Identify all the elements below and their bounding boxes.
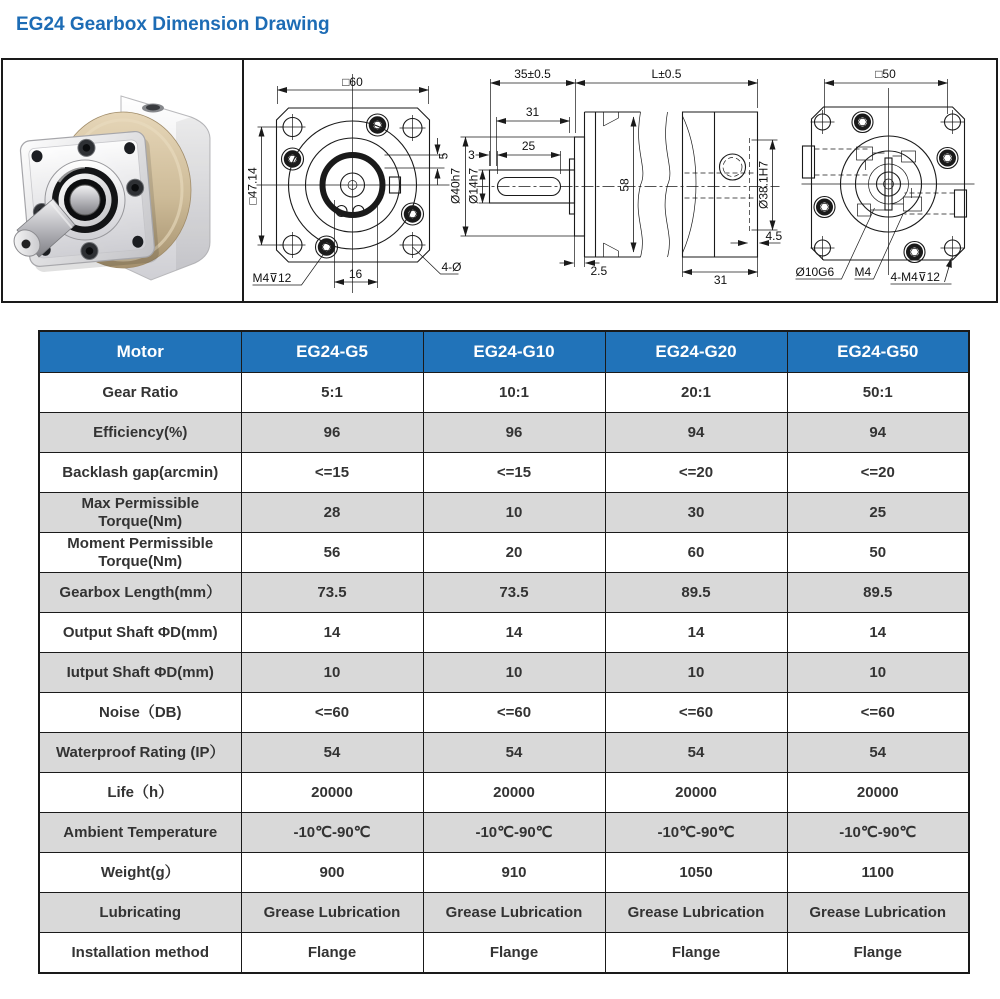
dim-label-back-square: □50 <box>875 67 896 81</box>
row-value: 60 <box>605 533 787 573</box>
row-value: Grease Lubrication <box>241 893 423 933</box>
dim-label-side-25thk: 2.5 <box>590 264 608 278</box>
table-row <box>39 933 969 974</box>
row-value: 20000 <box>423 773 605 813</box>
dim-label-front-bolt-spacing: □47.14 <box>245 167 260 205</box>
row-value: 54 <box>423 733 605 773</box>
dim-label-side-L: L±0.5 <box>651 67 682 81</box>
gearbox-photo <box>3 60 244 301</box>
row-value: 94 <box>787 413 969 453</box>
dim-label-side-d14: Ø14h7 <box>466 167 481 205</box>
table-row <box>39 693 969 733</box>
row-value: 50 <box>787 533 969 573</box>
table-row <box>39 733 969 773</box>
row-label: Output Shaft ΦD(mm) <box>39 613 241 653</box>
row-label: Gear Ratio <box>39 373 241 413</box>
row-value: Grease Lubrication <box>605 893 787 933</box>
row-value: 14 <box>787 613 969 653</box>
dim-label-front-key-offset: 5 <box>436 152 451 160</box>
row-value: 10:1 <box>423 373 605 413</box>
row-value: 89.5 <box>605 573 787 613</box>
row-label: Noise（DB) <box>39 693 241 733</box>
technical-views <box>244 60 996 301</box>
dim-label-side-3: 3 <box>468 148 475 162</box>
row-value: 96 <box>423 413 605 453</box>
row-value: 10 <box>605 653 787 693</box>
dim-label-front-square: □60 <box>342 75 363 89</box>
dim-label-side-d381: Ø38.1H7 <box>756 160 771 210</box>
back-view-drawing <box>796 67 975 284</box>
row-value: <=60 <box>423 693 605 733</box>
row-value: 56 <box>241 533 423 573</box>
row-value: 54 <box>241 733 423 773</box>
row-label: Iutput Shaft ΦD(mm) <box>39 653 241 693</box>
dim-label-side-31-rear: 31 <box>713 273 728 287</box>
row-value: 89.5 <box>787 573 969 613</box>
row-label: Weight(g） <box>39 853 241 893</box>
dimension-drawing-panel <box>1 58 998 303</box>
row-value: 73.5 <box>423 573 605 613</box>
row-value: <=60 <box>787 693 969 733</box>
row-value: 25 <box>787 493 969 533</box>
table-row <box>39 653 969 693</box>
row-value: 14 <box>605 613 787 653</box>
dim-label-side-25: 25 <box>521 139 536 153</box>
header-eg24-g50: EG24-G50 <box>787 331 969 373</box>
dim-label-side-45: 4.5 <box>765 229 783 243</box>
row-value: 30 <box>605 493 787 533</box>
row-label: Gearbox Length(mm） <box>39 573 241 613</box>
row-label: Installation method <box>39 933 241 974</box>
table-row <box>39 893 969 933</box>
dim-label-back-m4: M4 <box>854 265 872 279</box>
table-row <box>39 813 969 853</box>
row-value: 1050 <box>605 853 787 893</box>
row-label: Ambient Temperature <box>39 813 241 853</box>
dim-label-back-mount-taps: 4-M4⊽12 <box>890 270 940 284</box>
row-value: <=20 <box>605 453 787 493</box>
row-value: 73.5 <box>241 573 423 613</box>
row-value: 28 <box>241 493 423 533</box>
spec-table-header-row <box>39 331 969 373</box>
table-row <box>39 493 969 533</box>
row-value: 10 <box>423 493 605 533</box>
row-value: 20:1 <box>605 373 787 413</box>
row-value: Grease Lubrication <box>787 893 969 933</box>
row-value: 14 <box>241 613 423 653</box>
row-value: 20000 <box>241 773 423 813</box>
header-eg24-g20: EG24-G20 <box>605 331 787 373</box>
table-row <box>39 853 969 893</box>
front-view-drawing <box>246 74 462 293</box>
row-value: 50:1 <box>787 373 969 413</box>
row-value: 5:1 <box>241 373 423 413</box>
dim-label-side-d40: Ø40h7 <box>448 167 463 205</box>
header-motor: Motor <box>39 331 241 373</box>
dim-label-side-31-front: 31 <box>525 105 540 119</box>
table-row <box>39 373 969 413</box>
row-value: 96 <box>241 413 423 453</box>
row-value: -10℃-90℃ <box>423 813 605 853</box>
page-title: EG24 Gearbox Dimension Drawing <box>16 14 330 35</box>
technical-views-drawing <box>244 60 996 301</box>
dim-label-back-bore: Ø10G6 <box>795 265 835 279</box>
row-value: <=15 <box>423 453 605 493</box>
row-label: Backlash gap(arcmin) <box>39 453 241 493</box>
back-clamp-details <box>857 147 922 216</box>
row-value: Flange <box>787 933 969 974</box>
gearbox-photo-illustration <box>3 60 242 301</box>
dim-label-front-corner-holes: 4-Ø <box>441 260 462 274</box>
row-value: 900 <box>241 853 423 893</box>
dim-label-front-16: 16 <box>348 267 363 281</box>
row-value: 54 <box>787 733 969 773</box>
row-label: Moment Permissible Torque(Nm) <box>39 533 241 573</box>
row-label: Lubricating <box>39 893 241 933</box>
row-value: 20000 <box>605 773 787 813</box>
back-corner-holes <box>811 110 965 260</box>
row-value: 94 <box>605 413 787 453</box>
row-value: 10 <box>423 653 605 693</box>
table-row <box>39 453 969 493</box>
row-label: Life（h） <box>39 773 241 813</box>
header-eg24-g5: EG24-G5 <box>241 331 423 373</box>
spec-table-body <box>39 373 969 974</box>
table-row <box>39 573 969 613</box>
table-row <box>39 533 969 573</box>
row-value: <=15 <box>241 453 423 493</box>
row-label: Waterproof Rating (IP） <box>39 733 241 773</box>
row-value: <=60 <box>605 693 787 733</box>
row-value: -10℃-90℃ <box>787 813 969 853</box>
row-value: Flange <box>241 933 423 974</box>
row-value: -10℃-90℃ <box>605 813 787 853</box>
row-value: Flange <box>423 933 605 974</box>
row-value: Grease Lubrication <box>423 893 605 933</box>
spec-table <box>38 330 970 974</box>
dim-label-front-tap: M4⊽12 <box>252 271 292 285</box>
row-value: 10 <box>241 653 423 693</box>
row-value: 10 <box>787 653 969 693</box>
dim-label-side-35: 35±0.5 <box>514 67 551 81</box>
row-value: 20000 <box>787 773 969 813</box>
row-value: 20 <box>423 533 605 573</box>
row-value: 14 <box>423 613 605 653</box>
row-value: Flange <box>605 933 787 974</box>
table-row <box>39 773 969 813</box>
row-value: 910 <box>423 853 605 893</box>
row-label: Max Permissible Torque(Nm) <box>39 493 241 533</box>
table-row <box>39 413 969 453</box>
row-value: <=20 <box>787 453 969 493</box>
dim-label-side-58: 58 <box>617 178 632 192</box>
row-label: Efficiency(%) <box>39 413 241 453</box>
row-value: 1100 <box>787 853 969 893</box>
table-row <box>39 613 969 653</box>
row-value: <=60 <box>241 693 423 733</box>
header-eg24-g10: EG24-G10 <box>423 331 605 373</box>
side-view-drawing <box>449 67 783 287</box>
row-value: 54 <box>605 733 787 773</box>
row-value: -10℃-90℃ <box>241 813 423 853</box>
